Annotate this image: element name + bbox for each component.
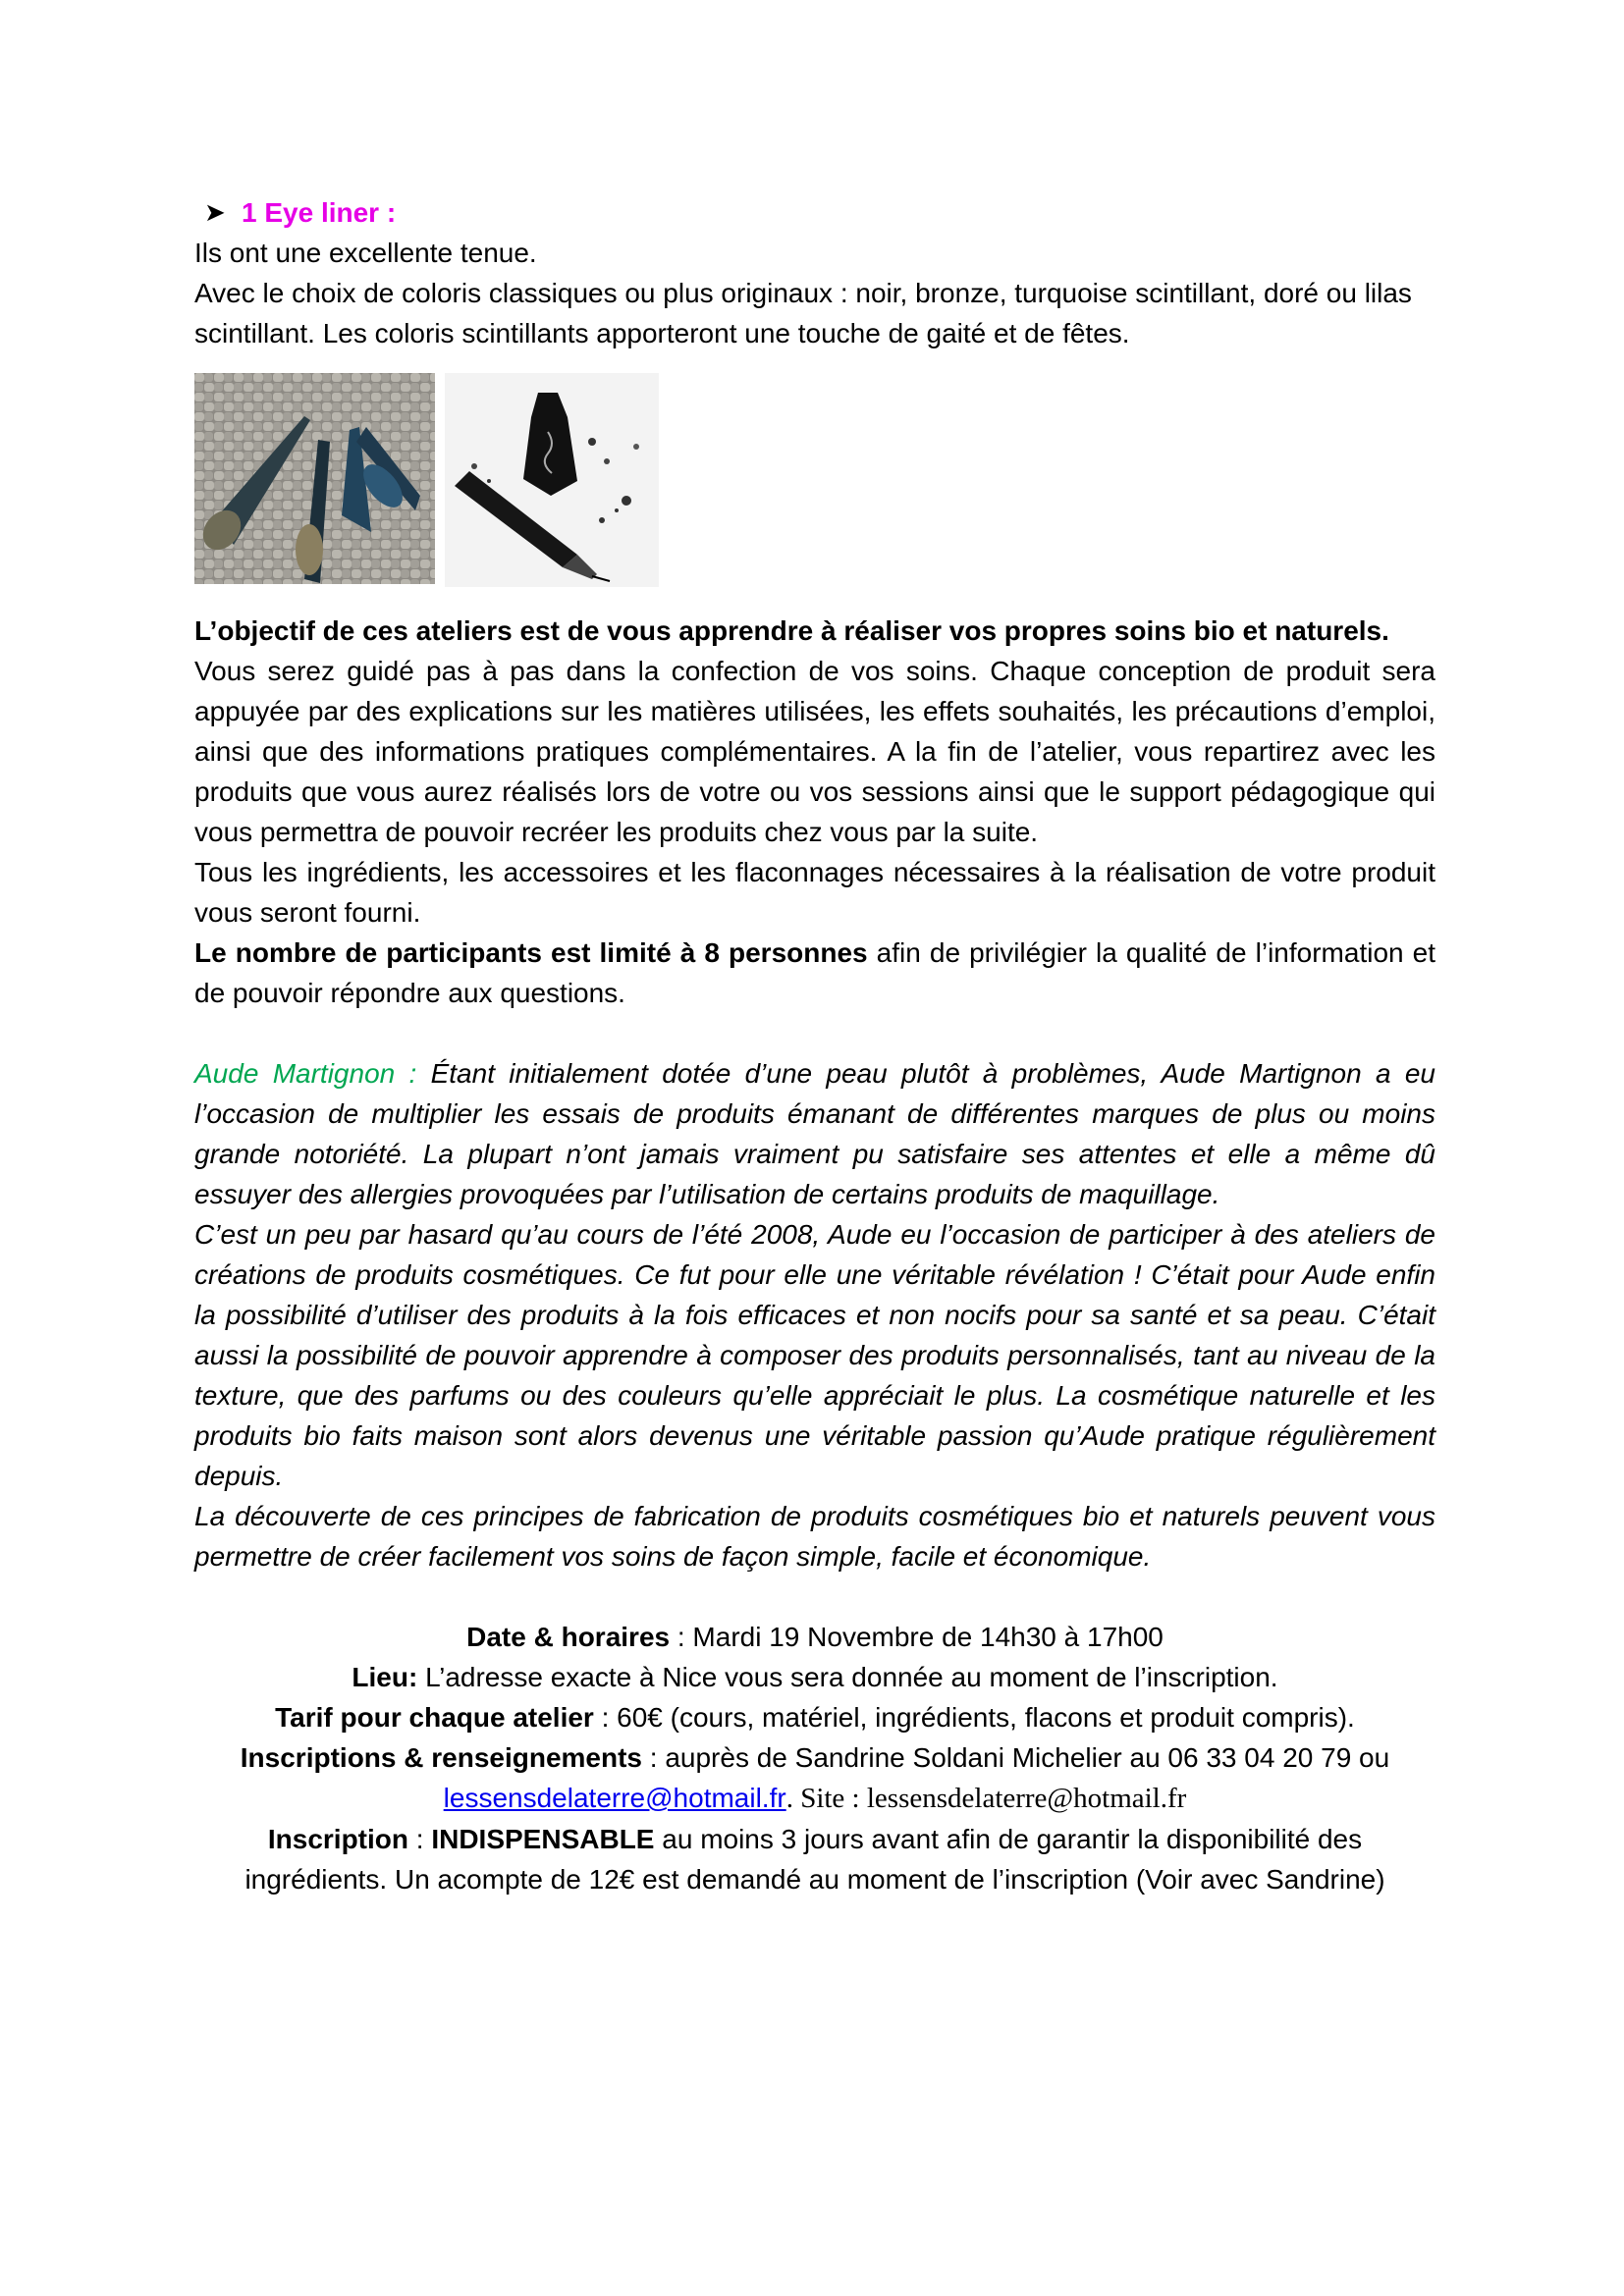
date-value: : Mardi 19 Novembre de 14h30 à 17h00 (670, 1622, 1164, 1652)
contact-line (194, 1737, 1435, 1778)
signup-sep: : (407, 1824, 432, 1854)
date-label: Date & horaires (466, 1622, 671, 1652)
price-label: Tarif pour chaque atelier (275, 1702, 594, 1733)
section-heading (204, 192, 1435, 233)
bio-paragraph-2: C’est un peu par hasard qu’au cours de l’été 2008, Aude eu l’occasion de participer à des ateliers de créations de produits cosmétiques. Ce fut pour elle une véritable révélation ! C’était pour Aude enfin la possibilité d’utiliser des produits à la fois efficaces et non nocifs pour sa santé et sa peau. C’était aussi la possibilité de pouvoir apprendre à composer des produits personnalisés, tant au niveau de la texture, que des parfums ou des couleurs qu’elle appréciait le plus. La cosmétique naturelle et les produits bio faits maison sont alors devenus une véritable passion qu’Aude pratique régulièrement depuis. (194, 1219, 1435, 1491)
place-value: L’adresse exacte à Nice vous sera donnée au moment de l’inscription. (417, 1662, 1278, 1692)
place-label: Lieu: (352, 1662, 418, 1692)
objective-body: Vous serez guidé pas à pas dans la confection de vos soins. Chaque conception de produit sera appuyée par des explications sur les matières utilisées, les effets souhaités, les précautions d’emploi, ainsi que des informations pratiques complémentaires. A la fin de l’atelier, vous repartirez avec les produits que vous aurez réalisés lors de votre ou vos sessions ainsi que le support pédagogique qui vous permettra de pouvoir recréer les produits chez vous par la suite. (194, 656, 1435, 847)
heading-text: 1 Eye liner : (242, 197, 397, 228)
bio-paragraph-1 (194, 1053, 1435, 1214)
arrow-bullet-icon: ➤ (204, 197, 226, 227)
bio-name: Aude Martignon : (194, 1058, 417, 1089)
product-images (194, 373, 1435, 587)
bio-paragraph-3: La découverte de ces principes de fabrication de produits cosmétiques bio et naturels peuvent vous permettre de créer facilement vos soins de façon simple, facile et économique. (194, 1501, 1435, 1572)
document-page (194, 192, 1435, 1899)
eyeliner-photo-2 (445, 373, 659, 587)
limit-bold: Le nombre de participants est limité à 8 personnes (194, 937, 868, 968)
objective-bold: L’objectif de ces ateliers est de vous apprendre à réaliser vos propres soins bio et naturels. (194, 615, 1389, 646)
limit-paragraph (194, 933, 1435, 1013)
eyeliner-photo-1 (194, 373, 435, 584)
info-block (194, 1617, 1435, 1899)
contact-value: : auprès de Sandrine Soldani Michelier au 06 33 04 20 79 ou (642, 1742, 1390, 1773)
signup-line (194, 1819, 1435, 1899)
contact-label: Inscriptions & renseignements (240, 1742, 642, 1773)
bio-text-1: Étant initialement dotée d’une peau plutôt à problèmes, Aude Martignon a eu l’occasion de multiplier les essais de produits émanant de différentes marques de plus ou moins grande notoriété. La plupart n’ont jamais vraiment pu satisfaire ses attentes et elle a même dû essuyer des allergies provoquées par l’utilisation de certains produits de maquillage. (194, 1058, 1435, 1209)
objective-paragraph (194, 611, 1435, 651)
signup-bold: INDISPENSABLE (431, 1824, 655, 1854)
limit-rest: afin de privilégier la qualité de l’information et de pouvoir répondre aux questions. (194, 937, 1435, 1008)
site-text: . Site : lessensdelaterre@hotmail.fr (785, 1783, 1187, 1814)
intro-line-1: Ils ont une excellente tenue. (194, 238, 537, 268)
price-line (194, 1697, 1435, 1737)
price-value: : 60€ (cours, matériel, ingrédients, flacons et produit compris). (593, 1702, 1355, 1733)
intro-line-2: Avec le choix de coloris classiques ou plus originaux : noir, bronze, turquoise scintillant, doré ou lilas scintillant. Les coloris scintillants apporteront une touche de gaité et de fêtes. (194, 278, 1412, 348)
place-line (194, 1657, 1435, 1697)
ingredients-paragraph: Tous les ingrédients, les accessoires et les flaconnages nécessaires à la réalisation de votre produit vous seront fourni. (194, 857, 1435, 928)
date-line (194, 1617, 1435, 1657)
signup-value: au moins 3 jours avant afin de garantir la disponibilité des ingrédients. Un acompte de 12€ est demandé au moment de l’inscription (Voir avec Sandrine) (244, 1824, 1385, 1895)
email-line (194, 1778, 1435, 1819)
signup-label: Inscription (267, 1824, 408, 1854)
email-link[interactable]: lessensdelaterre@hotmail.fr (443, 1783, 786, 1813)
